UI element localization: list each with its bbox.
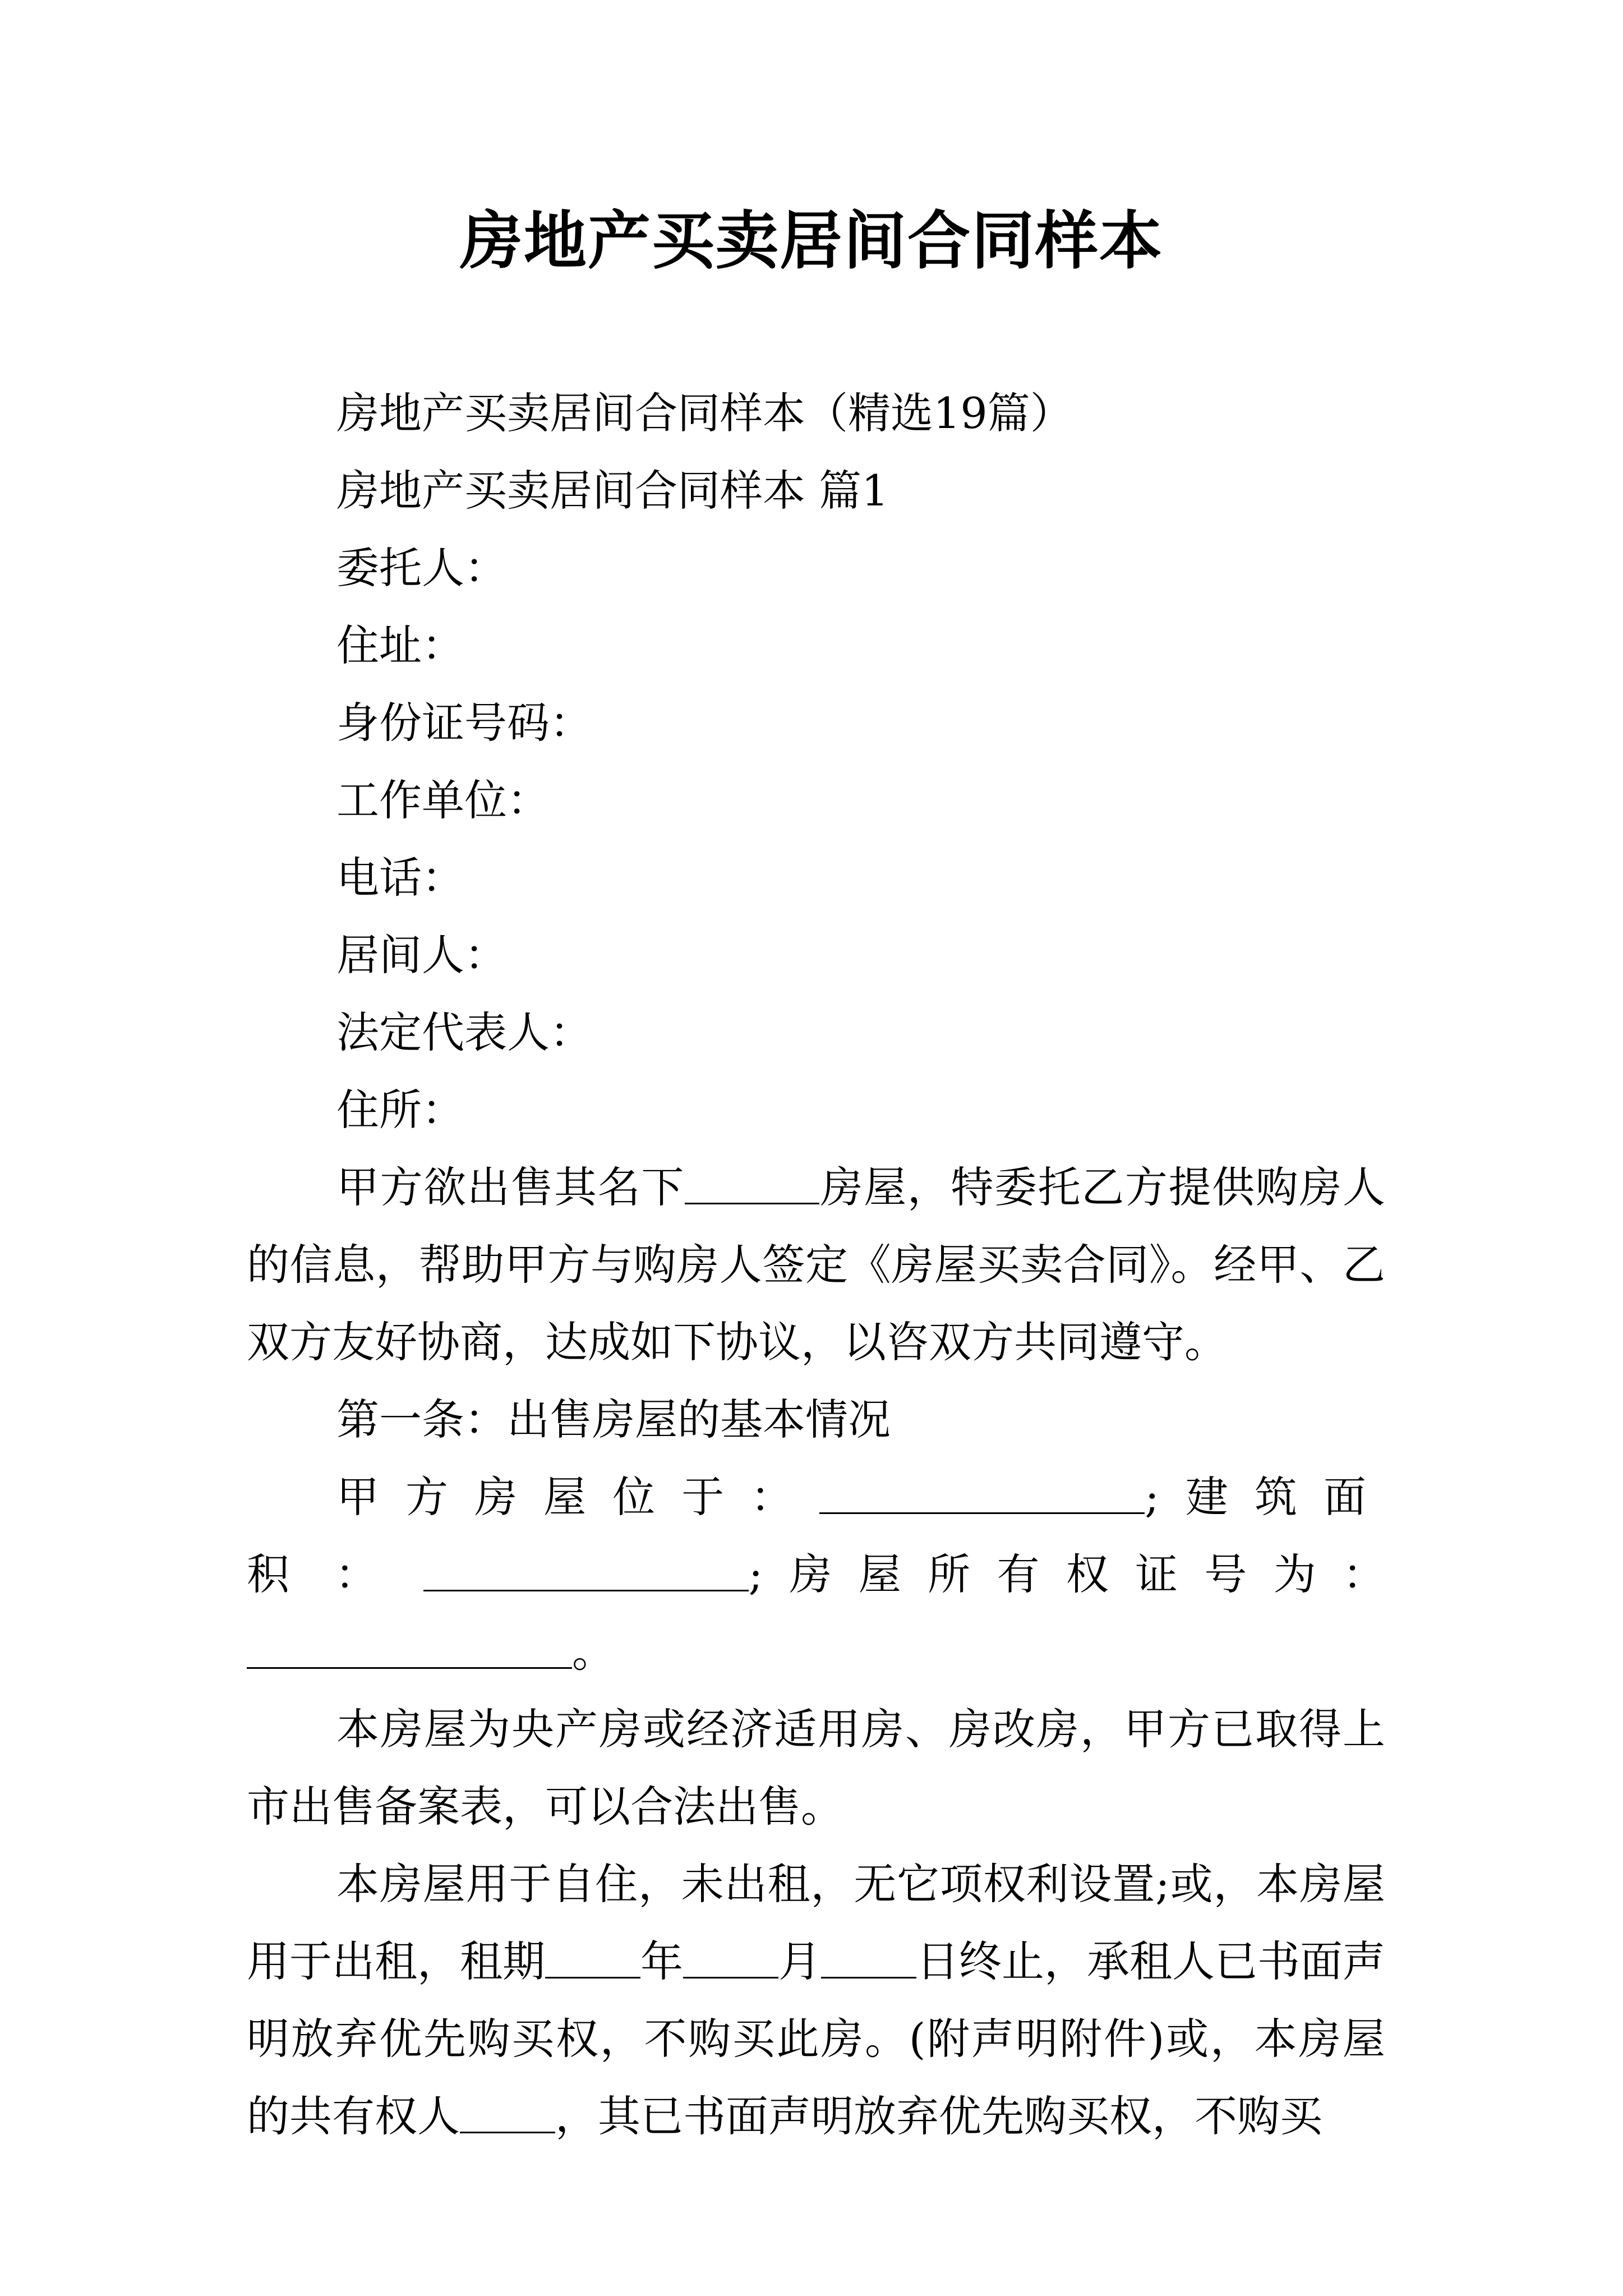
field-employer: 工作单位： bbox=[336, 775, 550, 825]
document-title: 房地产买卖居间合同样本 bbox=[460, 204, 1163, 278]
blank-month bbox=[683, 1938, 778, 1978]
paragraph-1 bbox=[247, 1149, 1385, 1381]
paragraph-2 bbox=[247, 1458, 1385, 1691]
blank-day bbox=[821, 1938, 916, 1978]
field-client: 委托人： bbox=[336, 543, 507, 593]
paragraph-2-text-d: 。 bbox=[572, 1627, 615, 1677]
article-1-heading: 第一条：出售房屋的基本情况 bbox=[336, 1395, 891, 1444]
section-heading: 房地产买卖居间合同样本 篇1 bbox=[336, 466, 889, 516]
field-agent: 居间人： bbox=[336, 930, 507, 980]
paragraph-4-text-e: ，其已书面声明放弃优先购买权，不购买 bbox=[555, 2091, 1322, 2141]
paragraph-4-text-d: 日终止，承租人已书面声明放弃优先购买权，不购买此房。(附声明附件)或，本房屋的共有权人 bbox=[247, 1936, 1385, 2141]
field-address: 住址： bbox=[336, 620, 464, 670]
paragraph-3: 本房屋为央产房或经济适用房、房改房，甲方已取得上市出售备案表，可以合法出售。 bbox=[247, 1704, 1385, 1832]
paragraph-4-text-b: 年 bbox=[640, 1936, 683, 1986]
paragraph-4-text-a: 本房屋用于自住，未出租，无它项权利设置;或，本房屋用于出租，租期 bbox=[247, 1859, 1385, 1986]
blank-certificate-number bbox=[247, 1628, 572, 1668]
paragraph-2-text-c: ;房屋所有权证号为： bbox=[748, 1549, 1386, 1599]
paragraph-2-text-a: 甲方房屋位于： bbox=[336, 1472, 820, 1522]
blank-location bbox=[819, 1474, 1145, 1513]
field-phone: 电话： bbox=[336, 853, 464, 903]
paragraph-4-text-c: 月 bbox=[778, 1936, 821, 1986]
paragraph-2-text-b: ;建筑面积： bbox=[247, 1472, 1386, 1599]
document-body bbox=[247, 375, 1385, 2155]
paragraph-4 bbox=[247, 1846, 1385, 2155]
paragraph-1-text-a: 甲方欲出售其名下 bbox=[336, 1162, 685, 1212]
field-residence: 住所： bbox=[336, 1085, 464, 1135]
blank-property-name bbox=[685, 1164, 819, 1204]
paragraph-1-text-b: 房屋，特委托乙方提供购房人的信息，帮助甲方与购房人签定《房屋买卖合同》。经甲、乙双方友好协商，达成如下协议，以咨双方共同遵守。 bbox=[247, 1162, 1386, 1367]
blank-year bbox=[545, 1938, 640, 1978]
field-id-number: 身份证号码： bbox=[336, 698, 592, 748]
blank-co-owner bbox=[460, 2093, 555, 2133]
subtitle: 房地产买卖居间合同样本（精选19篇） bbox=[336, 388, 1073, 438]
blank-area bbox=[423, 1551, 749, 1591]
field-legal-rep: 法定代表人： bbox=[336, 1007, 592, 1057]
